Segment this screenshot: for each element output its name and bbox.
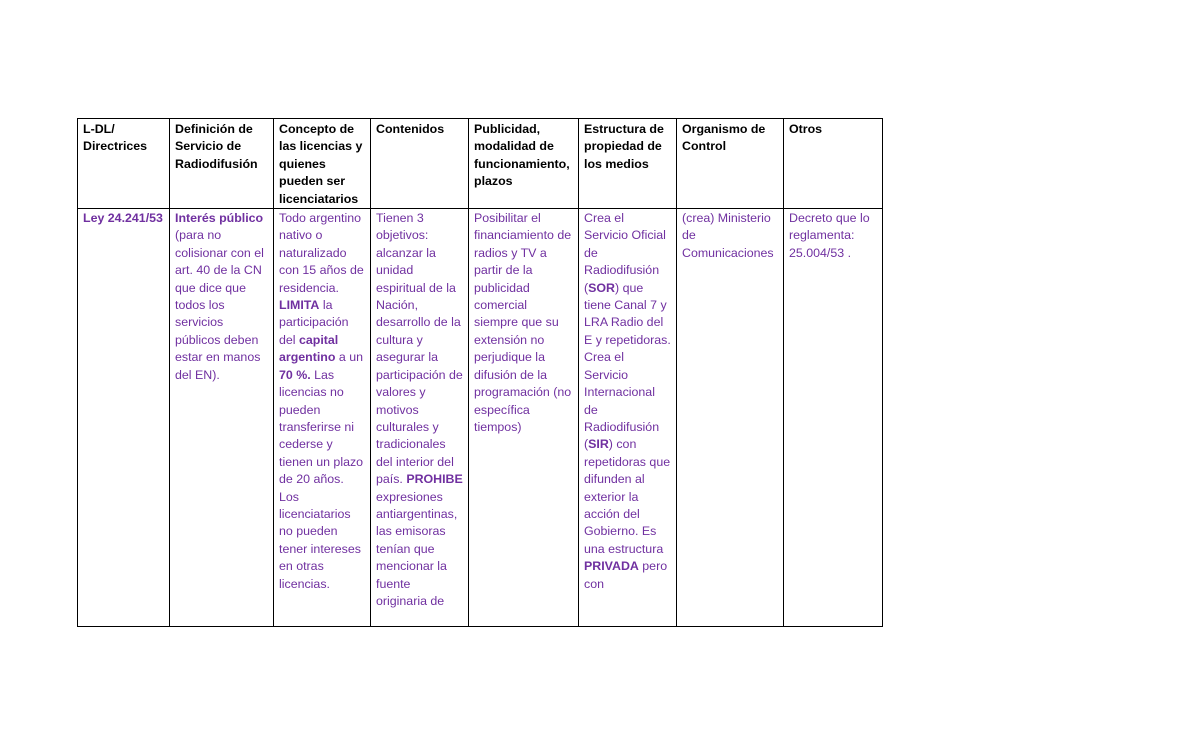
advertising-cell xyxy=(469,209,579,627)
header-cell: L-DL/ Directrices xyxy=(78,119,170,209)
header-cell: Estructura de propiedad de los medios xyxy=(579,119,677,209)
text-run: SIR xyxy=(588,437,609,452)
header-cell: Contenidos xyxy=(371,119,469,209)
text-run: PRIVADA xyxy=(584,559,639,574)
definition-cell xyxy=(170,209,274,627)
contents-cell xyxy=(371,209,469,627)
text-run: PROHIBE xyxy=(406,472,463,487)
text-run: la participación del xyxy=(279,298,349,347)
legislation-table xyxy=(77,118,883,627)
text-run: ) con repetidoras que difunden al exterior la acción del Gobierno. Es una estructura xyxy=(584,437,671,556)
text-run: (crea) Ministerio de Comunicaciones xyxy=(682,211,774,260)
table-row xyxy=(78,209,883,627)
text-run: Tienen 3 objetivos: alcanzar la unidad espiritual de la Nación, desarrollo de la cultura y asegurar la participación de valores y motivos culturales y tradicionales del interior del país. xyxy=(376,211,463,487)
text-run: Las licencias no pueden transferirse ni cederse y tienen un plazo de 20 años. Los licenciatarios no pueden tener intereses en otras licencias. xyxy=(279,367,364,591)
text-run: SOR xyxy=(588,280,615,295)
header-cell: Definición de Servicio de Radiodifusión xyxy=(170,119,274,209)
header-cell: Concepto de las licencias y quienes pueden ser licenciatarios xyxy=(274,119,371,209)
text-run: LIMITA xyxy=(279,298,320,313)
law-cell xyxy=(78,209,170,627)
text-run: (para no colisionar con el art. 40 de la CN que dice que todos los servicios públicos deben estar en manos del EN). xyxy=(175,228,264,382)
other-cell xyxy=(784,209,883,627)
ownership-cell xyxy=(579,209,677,627)
header-cell: Organismo de Control xyxy=(677,119,784,209)
text-run: capital argentino xyxy=(279,332,339,365)
text-run: a un xyxy=(335,350,364,365)
text-run: ) que tiene Canal 7 y LRA Radio del E y repetidoras. Crea el Servicio Internacional de Radiodifusión ( xyxy=(584,280,671,452)
text-run: expresiones antiargentinas, las emisoras tenían que mencionar la fuente originaria de xyxy=(376,489,458,608)
licenses-cell xyxy=(274,209,371,627)
text-run: Decreto que lo reglamenta: 25.004/53 . xyxy=(789,211,870,260)
law-name: Ley 24.241/53 xyxy=(83,211,163,226)
control-body-cell xyxy=(677,209,784,627)
header-cell: Publicidad, modalidad de funcionamiento, plazos xyxy=(469,119,579,209)
text-run: Todo argentino nativo o naturalizado con 15 años de residencia. xyxy=(279,211,364,295)
table-header-row xyxy=(78,119,883,209)
text-run: Crea el Servicio Oficial de Radiodifusión ( xyxy=(584,211,666,295)
header-cell: Otros xyxy=(784,119,883,209)
text-run: Interés público xyxy=(175,211,264,226)
text-run: Posibilitar el financiamiento de radios y TV a partir de la publicidad comercial siempre que su extensión no perjudique la difusión de la programación (no específica tiempos) xyxy=(474,211,572,434)
text-run: pero con xyxy=(584,559,668,591)
text-run: 70 %. xyxy=(279,367,311,382)
